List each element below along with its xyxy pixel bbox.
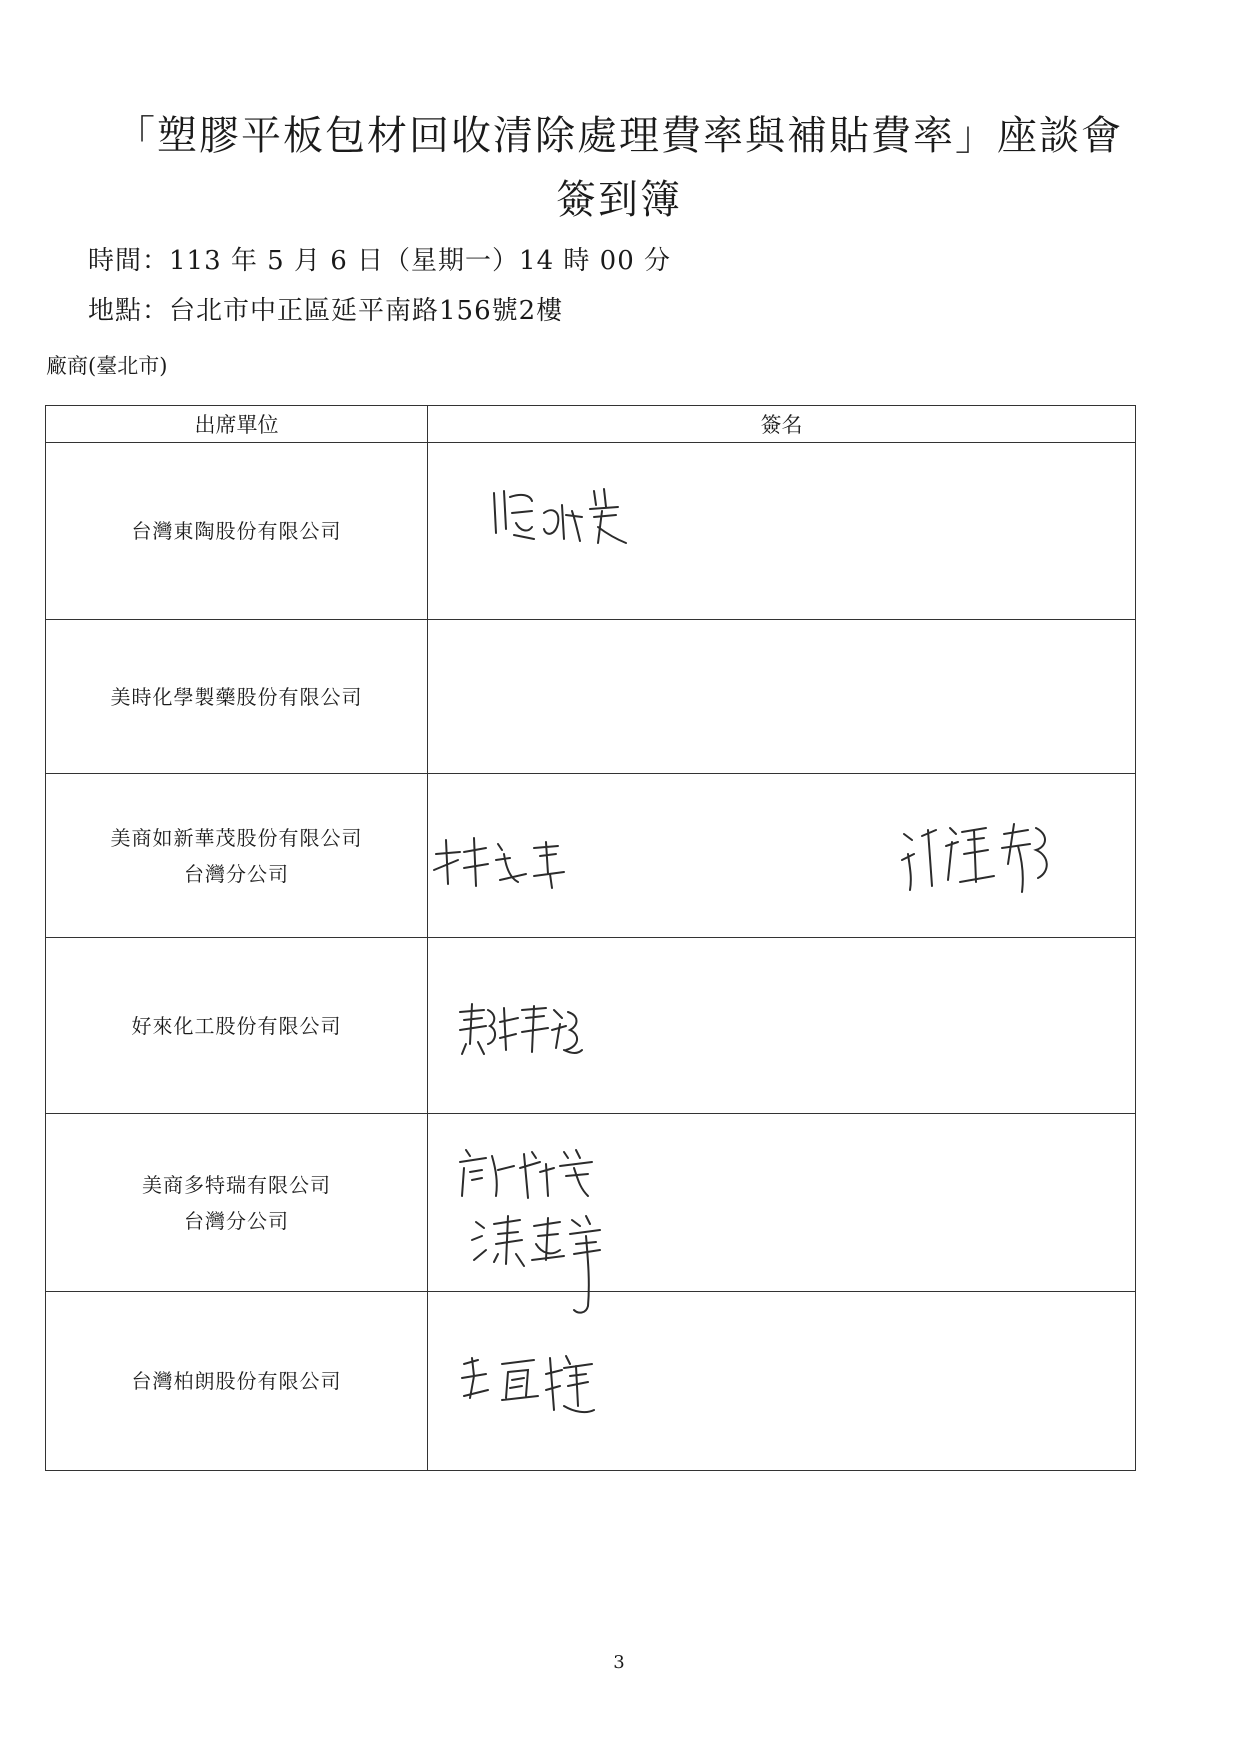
meeting-time bbox=[88, 240, 671, 277]
handwritten-signature bbox=[898, 820, 1058, 900]
signature-cell bbox=[428, 938, 1136, 1114]
unit-name: 美商如新華茂股份有限公司 bbox=[110, 825, 363, 850]
signature-cell bbox=[428, 1114, 1136, 1292]
place-label: 地點： bbox=[88, 296, 170, 326]
header-signature: 簽名 bbox=[428, 406, 1136, 443]
table-row bbox=[46, 1114, 1136, 1292]
document-title: 「塑膠平板包材回收清除處理費率與補貼費率」座談會 bbox=[115, 113, 1123, 159]
handwritten-signature bbox=[430, 834, 580, 894]
attending-unit bbox=[46, 443, 428, 620]
table-row bbox=[46, 1292, 1136, 1471]
meeting-place bbox=[88, 290, 563, 327]
table-row bbox=[46, 443, 1136, 620]
attending-unit bbox=[46, 774, 428, 938]
section-label: 廠商(臺北市) bbox=[46, 354, 168, 378]
handwritten-signature bbox=[486, 483, 636, 553]
sign-in-table bbox=[45, 405, 1136, 1471]
unit-name: 台灣東陶股份有限公司 bbox=[131, 519, 342, 543]
handwritten-signature bbox=[456, 1144, 596, 1204]
place-value: 台北市中正區延平南路156號2樓 bbox=[169, 296, 564, 326]
time-value: 113 年 5 月 6 日（星期一）14 時 00 分 bbox=[169, 246, 672, 276]
unit-name: 美時化學製藥股份有限公司 bbox=[110, 684, 363, 709]
signature-cell bbox=[428, 1292, 1136, 1471]
signature-cell bbox=[428, 443, 1136, 620]
header-unit: 出席單位 bbox=[46, 406, 428, 443]
signature-cell bbox=[428, 774, 1136, 938]
document-subtitle: 簽到簿 bbox=[556, 177, 682, 223]
unit-name: 台灣柏朗股份有限公司 bbox=[131, 1369, 342, 1393]
time-label: 時間： bbox=[88, 246, 170, 276]
unit-name: 好來化工股份有限公司 bbox=[131, 1013, 342, 1038]
attending-unit bbox=[46, 1114, 428, 1292]
attending-unit bbox=[46, 938, 428, 1114]
unit-branch: 台灣分公司 bbox=[184, 1208, 289, 1233]
unit-branch: 台灣分公司 bbox=[184, 861, 289, 886]
handwritten-signature bbox=[458, 1350, 598, 1420]
table-header-row bbox=[46, 406, 1136, 443]
attending-unit bbox=[46, 1292, 428, 1471]
table-row bbox=[46, 774, 1136, 938]
handwritten-signature bbox=[456, 1000, 586, 1060]
table-row bbox=[46, 620, 1136, 774]
page-number: 3 bbox=[613, 1652, 625, 1673]
signature-cell bbox=[428, 620, 1136, 774]
attending-unit bbox=[46, 620, 428, 774]
table-row bbox=[46, 938, 1136, 1114]
unit-name: 美商多特瑞有限公司 bbox=[142, 1172, 331, 1197]
